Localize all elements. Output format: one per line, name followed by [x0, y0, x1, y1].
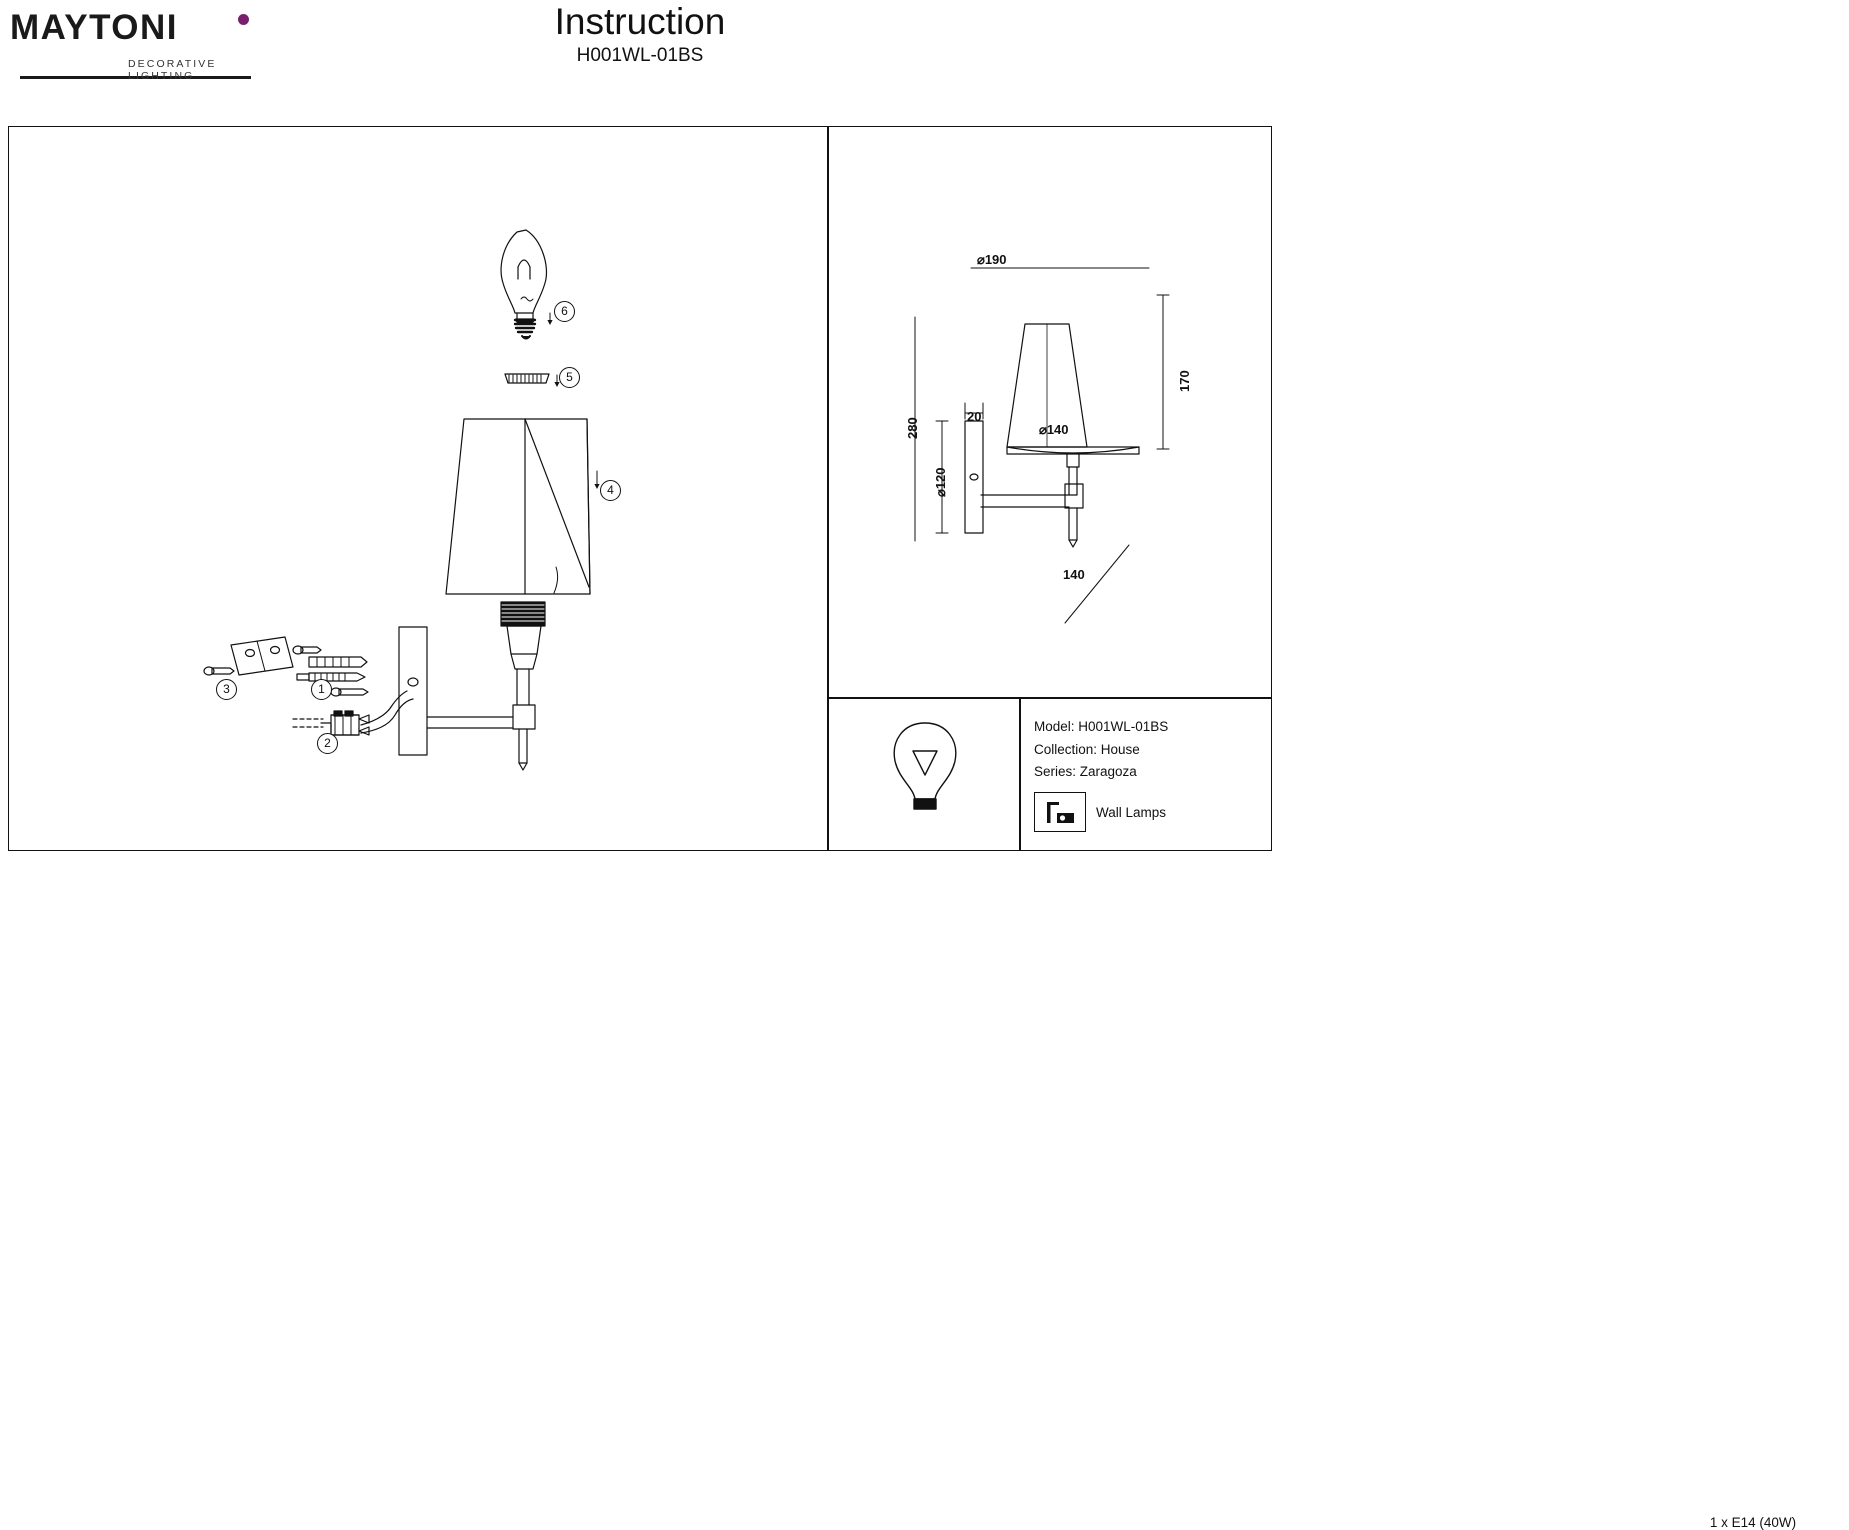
- info-collection: Collection: House: [1034, 741, 1140, 757]
- dim-total-height: 280: [905, 417, 920, 439]
- wall-lamp-glyph: [1035, 793, 1085, 831]
- brand-name: MAYTONI: [10, 8, 179, 47]
- lamp-spec-text: 1 x E14 (40W): [1709, 1515, 1797, 1530]
- callout-4: 4: [600, 480, 621, 501]
- dim-backplate-diameter: ⌀120: [933, 467, 948, 497]
- dim-shade-top-diameter: ⌀190: [977, 252, 1007, 267]
- brand-tagline: DECORATIVE LIGHTING: [128, 58, 217, 82]
- info-model: Model: H001WL-01BS: [1034, 719, 1169, 734]
- assembly-drawing: [9, 127, 829, 852]
- callout-1: 1: [311, 679, 332, 700]
- dim-shade-height: 170: [1177, 370, 1192, 392]
- dim-shade-bottom-diameter: ⌀140: [1039, 422, 1069, 437]
- brand-dot-icon: [238, 14, 249, 25]
- wall-lamp-icon: [1034, 792, 1086, 832]
- bulb-icon: [829, 699, 1021, 852]
- product-info-list: [1034, 716, 1168, 784]
- callout-5: 5: [559, 367, 580, 388]
- assembly-diagram-panel: [8, 126, 828, 851]
- page-title: Instruction: [554, 1, 726, 42]
- dim-bracket-width: 20: [967, 409, 982, 424]
- callout-2: 2: [317, 733, 338, 754]
- category-label: Wall Lamps: [1096, 805, 1167, 820]
- dimension-drawing: [829, 127, 1273, 699]
- brand-logo: [10, 8, 270, 82]
- callout-3: 3: [216, 679, 237, 700]
- info-series: Series: Zaragoza: [1034, 764, 1137, 779]
- model-code: H001WL-01BS: [576, 45, 704, 66]
- callout-6: 6: [554, 301, 575, 322]
- dim-projection: 140: [1063, 567, 1085, 582]
- dimension-drawing-panel: [828, 126, 1272, 698]
